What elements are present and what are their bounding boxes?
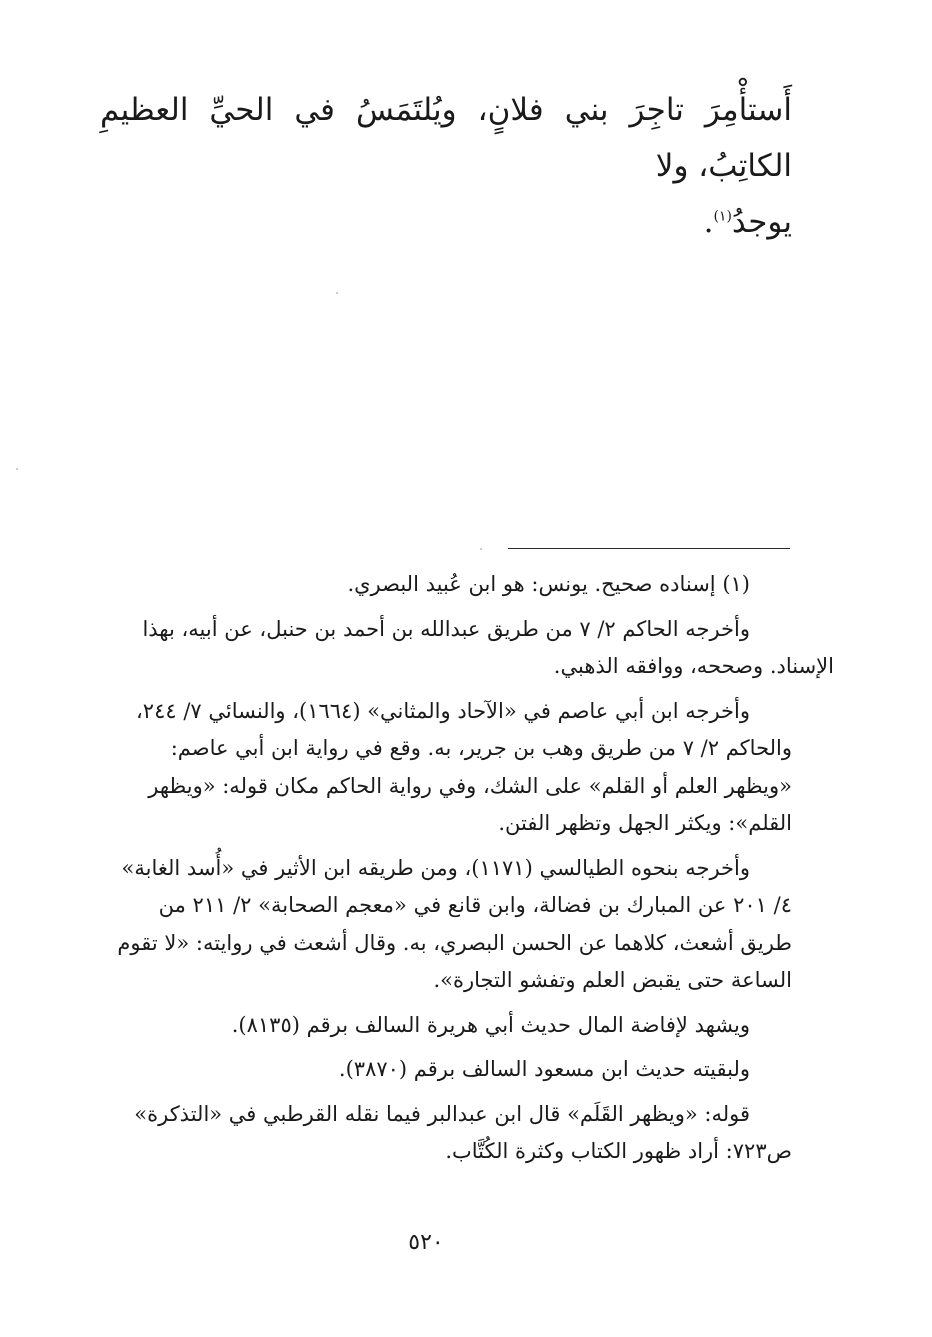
footnote-para-6: ولبقيته حديث ابن مسعود السالف برقم (٣٨٧٠). [338, 1057, 750, 1081]
footnote-para-7 [96, 1096, 792, 1171]
footnote-line: وأخرجه بنحوه الطيالسي (١١٧١)، ومن طريقه ابن الأثير في «أُسد الغابة» [121, 855, 750, 880]
main-text-line-2 [100, 194, 792, 250]
footnote-para-2 [96, 611, 834, 686]
footnote-1: (١) إسناده صحيح. يونس: هو ابن عُبيد البصري. [347, 572, 750, 596]
footnote-line: والحاكم ٢/ ٧ من طريق وهب بن جرير، به. وقع في رواية ابن أبي عاصم: [170, 736, 792, 760]
main-text-line-2-end: . [703, 204, 714, 240]
main-text-line-2-text: يوجدُ [731, 204, 792, 240]
scan-speck [480, 548, 482, 550]
footnote-line: طريق أشعث، كلاهما عن الحسن البصري، به. وقال أشعث في روايته: «لا تقوم [117, 930, 792, 955]
footnote-line: الإسناد. وصححه، ووافقه الذهبي. [553, 654, 834, 678]
footnote-line: ص٧٢٣: أراد ظهور الكتاب وكثرة الكُتَّاب. [445, 1139, 792, 1163]
footnote-line: الساعة حتى يقبض العلم وتفشو التجارة». [433, 968, 792, 992]
scan-speck [16, 468, 18, 470]
footnote-line: قوله: «ويظهر القَلَم» قال ابن عبدالبر فيما نقله القرطبي في «التذكرة» [134, 1101, 750, 1126]
footnote-divider [508, 548, 790, 549]
footnote-para-5: ويشهد لإفاضة المال حديث أبي هريرة السالف برقم (٨١٣٥). [231, 1012, 750, 1037]
footnote-line: وأخرجه ابن أبي عاصم في «الآحاد والمثاني» (١٦٦٤)، والنسائي ٧/ ٢٤٤، [136, 698, 750, 723]
footnotes [96, 566, 834, 1178]
footnote-line: وأخرجه الحاكم ٢/ ٧ من طريق عبدالله بن أحمد بن حنبل، عن أبيه، بهذا [142, 616, 750, 641]
main-text [100, 82, 792, 250]
page-number: ٥٢٠ [408, 1230, 444, 1255]
footnote-line: «ويظهر العلم أو القلم» على الشك، وفي رواية الحاكم مكان قوله: «ويظهر [148, 773, 792, 798]
footnote-line: ٤/ ٢٠١ عن المبارك بن فضالة، وابن قانع في «معجم الصحابة» ٢/ ٢١١ من [158, 893, 792, 917]
footnote-line: القلم»: ويكثر الجهل وتظهر الفتن. [498, 811, 792, 835]
footnote-ref-1[interactable]: (١) [713, 208, 732, 225]
main-text-line-1: أَستأْمِرَ تاجِرَ بني فلانٍ، ويُلتَمَسُ في الحيِّ العظيمِ الكاتِبُ، ولا [100, 92, 792, 184]
footnote-para-4 [96, 850, 792, 1000]
scan-speck [336, 292, 338, 294]
footnote-para-3 [96, 693, 792, 843]
